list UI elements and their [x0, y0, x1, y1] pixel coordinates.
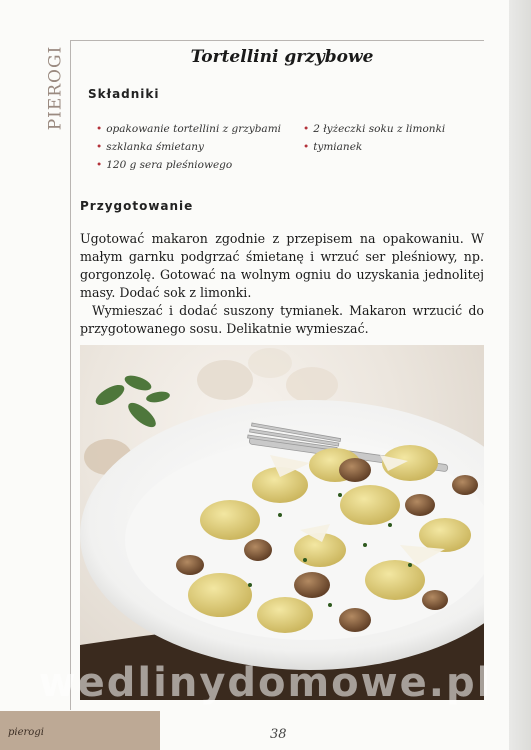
side-section-label: [40, 40, 70, 135]
preparation-paragraph-1: Ugotować makaron zgodnie z przepisem na opakowaniu. W małym garnku podgrzać śmietanę i wrzuć ser pleśniowy, np. gorgonzolę. Gotować na wolnym ogniu do uzyskania jednolitej masy. Dodać sok z limonki.: [80, 231, 484, 300]
preparation-paragraph-2: Wymieszać i dodać suszony tymianek. Makaron wrzucić do przygotowanego sosu. Delikatnie wymieszać.: [80, 303, 484, 336]
bullet-icon: •: [96, 141, 103, 153]
preparation-heading: Przygotowanie: [80, 199, 194, 213]
preparation-text: [80, 230, 484, 338]
page-number: 38: [270, 727, 287, 742]
dish-photo: [80, 345, 484, 700]
frame-rule-horizontal: [70, 40, 484, 41]
ingredient-item: • szklanka śmietany: [96, 141, 204, 153]
page-edge: [509, 0, 531, 750]
ingredient-item: • 2 łyżeczki soku z limonki: [303, 123, 446, 135]
watermark: wedlinydomowe.pl: [38, 660, 493, 706]
footer-section-label: pierogi: [8, 727, 44, 738]
bullet-icon: •: [303, 141, 310, 153]
ingredient-item: • 120 g sera pleśniowego: [96, 159, 233, 171]
ingredient-item: • opakowanie tortellini z grzybami: [96, 123, 282, 135]
ingredients-list-right: [303, 120, 445, 156]
bullet-icon: •: [303, 123, 310, 135]
ingredients-list-left: [96, 120, 281, 174]
bullet-icon: •: [96, 123, 103, 135]
ingredients-heading: Składniki: [88, 87, 160, 101]
side-section-label-text: PIEROGI: [45, 45, 66, 130]
frame-rule-vertical: [70, 40, 71, 710]
dish-photo-illustration: [80, 345, 484, 700]
footer-section-tab: [0, 711, 160, 750]
ingredient-item: • tymianek: [303, 141, 363, 153]
recipe-title: Tortellini grzybowe: [190, 47, 374, 67]
bullet-icon: •: [96, 159, 103, 171]
